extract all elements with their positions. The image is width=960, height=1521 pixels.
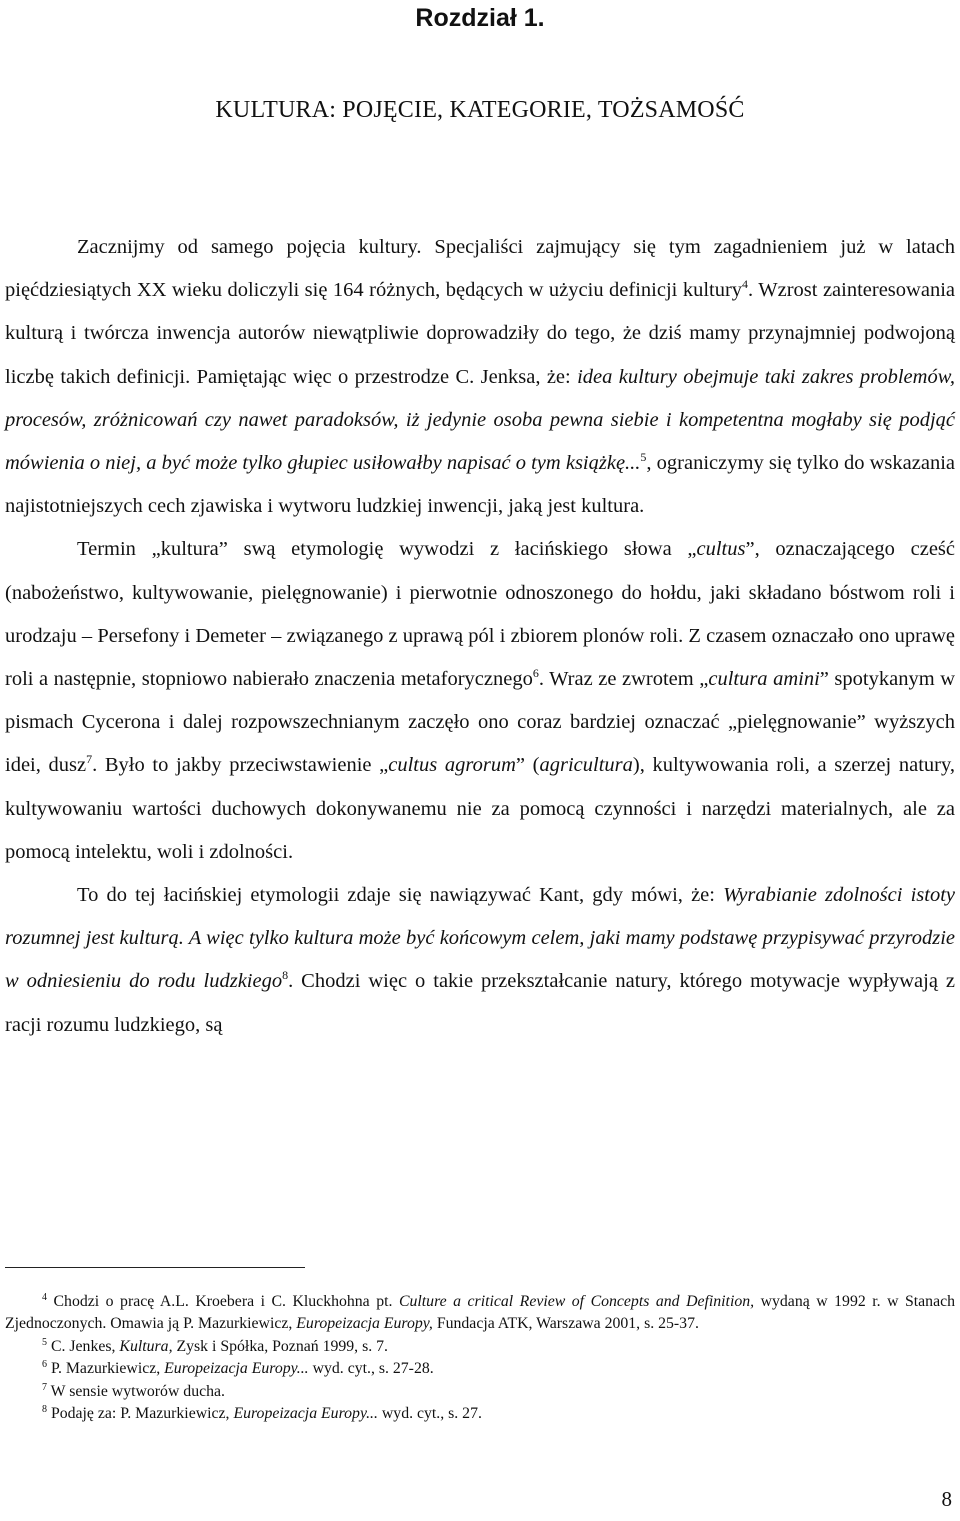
footnote-ref-6[interactable]: 6	[532, 666, 539, 681]
footnote-5	[5, 1336, 955, 1358]
footnote-number: 7	[42, 1381, 47, 1393]
footnote-title: Kultura,	[119, 1337, 173, 1355]
page-number: 8	[941, 1487, 952, 1511]
text-run: , ograniczymy się tylko do wskazania najistotniejszych cech zjawiska i wytworu ludzkiej inwencji, jaką jest kultura.	[5, 452, 955, 518]
footnotes	[5, 1291, 955, 1425]
footnote-title: Europeizacja Europy...	[233, 1405, 378, 1423]
chapter-heading: Rozdział 1.	[415, 4, 545, 32]
footnote-4	[5, 1291, 955, 1336]
body-text	[5, 226, 955, 1047]
footnote-text: wyd. cyt., s. 27-28.	[308, 1360, 434, 1378]
footnote-text: wydaną w 1992 r. w Stanach Zjednoczonych. Omawia ją P. Mazurkiewicz,	[5, 1293, 956, 1333]
quote-jenks: idea kultury obejmuje taki zakres problemów, procesów, zróżnicowań czy nawet paradoksów, iż jedynie osoba pewna siebie i kompetentna mogłaby się podjąć mówienia o niej, a być może tylko głupiec usiłowałby napisać o tym książkę...	[5, 365, 955, 475]
footnote-title: Europeizacja Europy,	[296, 1315, 433, 1333]
footnote-text: Zysk i Spółka, Poznań 1999, s. 7.	[172, 1337, 388, 1355]
footnote-text: Fundacja ATK, Warszawa 2001, s. 25-37.	[432, 1315, 699, 1333]
text-run: Zacznijmy od samego pojęcia kultury. Specjaliści zajmujący się tym zagadnieniem już w latach pięćdziesiątych XX wieku doliczyli się 164 różnych, będących w użyciu definicji kultury	[5, 236, 955, 302]
text-run: ” spotykanym w pismach Cycerona i dalej rozpowszechnianym zaczęło ono coraz bardziej oznaczać „pielęgnowanie” wyższych idei, dusz	[5, 668, 955, 777]
term-cultura-amini: cultura amini	[708, 668, 820, 691]
footnote-text: C. Jenkes,	[47, 1337, 120, 1355]
footnote-text: P. Mazurkiewicz,	[47, 1360, 165, 1378]
text-run: Termin „kultura” swą etymologię wywodzi z łacińskiego słowa „	[77, 538, 697, 561]
text-run: ”, oznaczającego cześć (nabożeństwo, kultywowanie, pielęgnowanie) i pierwotnie odnoszonego do hołdu, jaki składano bóstwom roli i urodzaju – Persefony i Demeter – związanego z uprawą pól i zbiorem plonów roli. Z czasem oznaczało ono uprawę roli a następnie, stopniowo nabierało znaczenia metaforycznego	[5, 538, 955, 691]
text-run: . Wzrost zainteresowania kulturą i twórcza inwencja autorów niewątpliwie doprowadziły do tego, że dziś mamy przynajmniej podwojoną liczbę takich definicji. Pamiętając więc o przestrodze C. Jenksa, że:	[5, 279, 955, 388]
text-run: ” (	[515, 754, 540, 777]
footnote-text: Chodzi o pracę A.L. Kroebera i C. Kluckhohna pt.	[47, 1293, 399, 1310]
paragraph-1	[5, 226, 955, 528]
paragraph-2	[5, 528, 955, 874]
term-agricultura: agricultura	[539, 754, 633, 777]
footnote-title: Europeizacja Europy...	[164, 1360, 309, 1378]
footnote-6	[5, 1358, 955, 1380]
footnote-7	[5, 1381, 955, 1403]
text-run: . Wraz ze zwrotem „	[538, 668, 709, 691]
footnote-ref-5[interactable]: 5	[640, 450, 647, 465]
footnote-8	[5, 1403, 955, 1425]
footnote-ref-8[interactable]: 8	[282, 968, 289, 983]
footnote-ref-7[interactable]: 7	[86, 752, 93, 767]
footnote-ref-4[interactable]: 4	[742, 277, 749, 292]
text-run: . Było to jakby przeciwstawienie „	[92, 754, 389, 777]
footnote-text: wyd. cyt., s. 27.	[377, 1405, 482, 1423]
quote-kant: Wyrabianie zdolności istoty rozumnej jest kulturą. A więc tylko kultura może być końcowym celem, jaki mamy podstawę przypisywać przyrodzie w odniesieniu do rodu ludzkiego	[5, 884, 956, 993]
term-cultus: cultus	[696, 538, 746, 561]
chapter-title: KULTURA: POJĘCIE, KATEGORIE, TOŻSAMOŚĆ	[215, 97, 745, 123]
footnote-number: 4	[42, 1292, 47, 1303]
footnote-text: Podaję za: P. Mazurkiewicz,	[47, 1405, 234, 1423]
term-cultus-agrorum: cultus agrorum	[388, 754, 516, 777]
footnote-number: 8	[42, 1404, 47, 1416]
footnote-number: 6	[42, 1359, 47, 1371]
paragraph-3	[5, 874, 955, 1047]
footnote-title: Culture a critical Review of Concepts and Definition,	[398, 1293, 755, 1310]
text-run: To do tej łacińskiej etymologii zdaje się nawiązywać Kant, gdy mówi, że:	[77, 884, 724, 907]
footnote-text: W sensie wytworów ducha.	[47, 1382, 225, 1400]
text-run: ), kultywowania roli, a szerzej natury, kultywowaniu wartości duchowych dokonywanemu nie za pomocą czynności i narzędzi materialnych, ale za pomocą intelektu, woli i zdolności.	[5, 754, 956, 863]
footnote-separator	[5, 1267, 305, 1268]
text-run: . Chodzi więc o takie przekształcanie natury, którego motywacje wypływają z racji rozumu ludzkiego, są	[5, 970, 955, 1036]
footnote-number: 5	[42, 1336, 47, 1348]
